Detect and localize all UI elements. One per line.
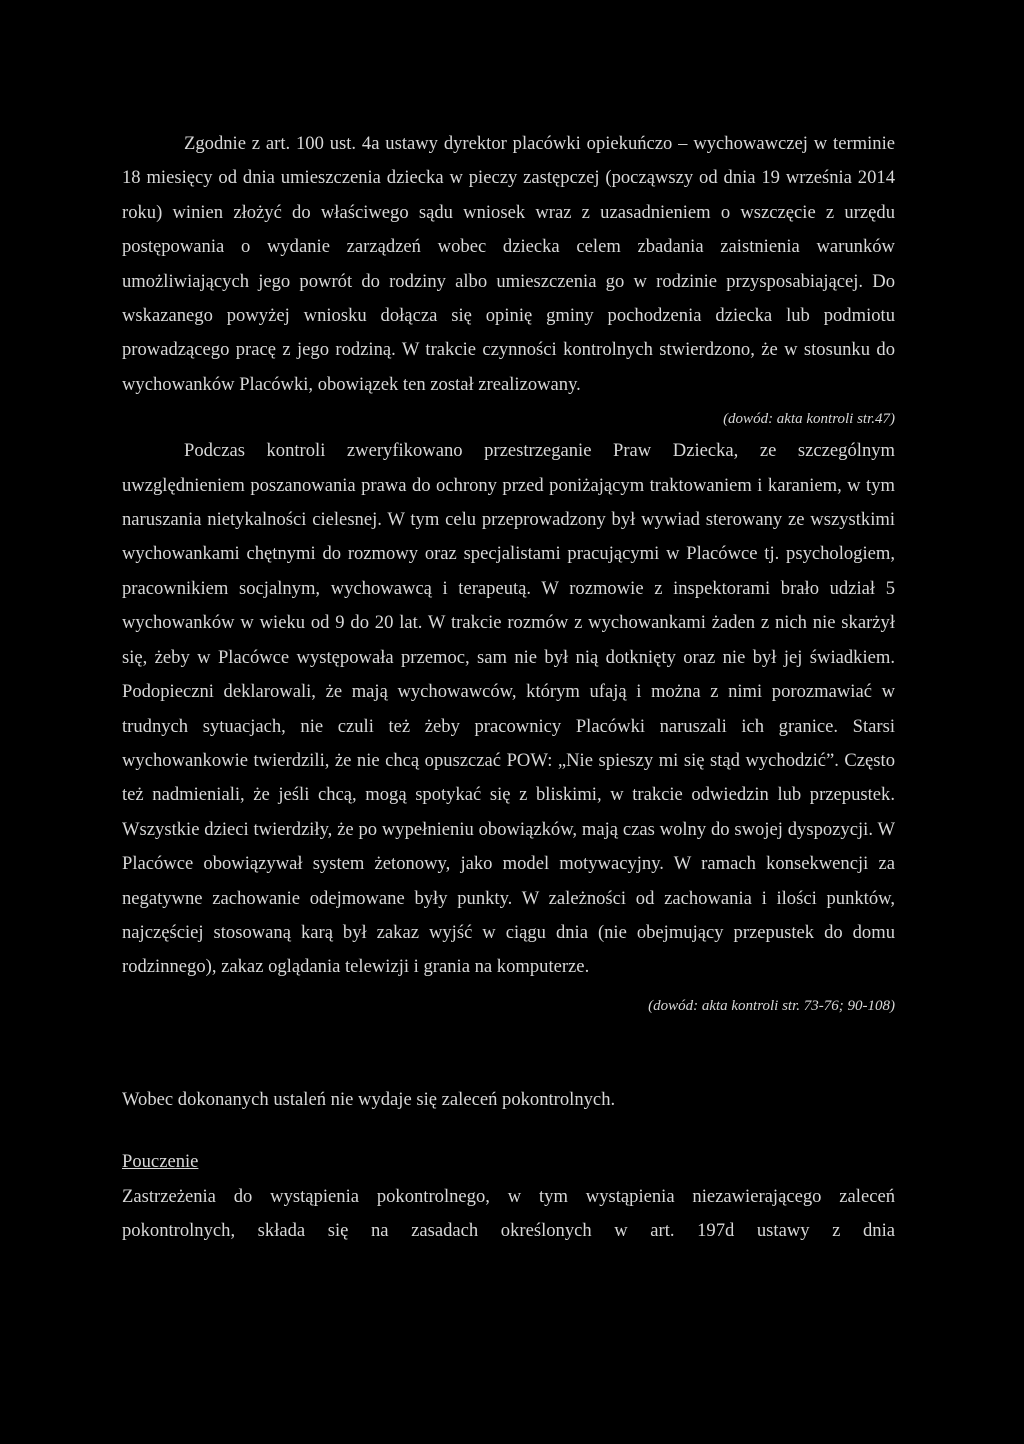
paragraph-child-rights: Podczas kontroli zweryfikowano przestrzeganie Praw Dziecka, ze szczególnym uwzględnieniem poszanowania prawa do ochrony przed poniżającym traktowaniem i karaniem, w tym naruszania nietykalności cielesnej. W tym celu przeprowadzony był wywiad sterowany ze wszystkimi wychowankami chętnymi do rozmowy oraz specjalistami pracującymi w Placówce tj. psychologiem, pracownikiem socjalnym, wychowawcą i terapeutą. W rozmowie z inspektorami brało udział 5 wychowanków w wieku od 9 do 20 lat. W trakcie rozmów z wychowankami żaden z nich nie skarżył się, żeby w Placówce występowała przemoc, sam nie był nią dotknięty oraz nie był jej świadkiem. Podopieczni deklarowali, że mają wychowawców, którym ufają i można z nimi porozmawiać w trudnych sytuacjach, nie czuli też żeby pracownicy Placówki naruszali ich granice. Starsi wychowankowie twierdzili, że nie chcą opuszczać POW: „Nie spieszy mi się stąd wychodzić”. Często też nadmieniali, że jeśli chcą, mogą spotykać się z bliskimi, w trakcie odwiedzin lub przepustek. Wszystkie dzieci twierdziły, że po wypełnieniu obowiązków, mają czas wolny do swojej dyspozycji. W Placówce obowiązywał system żetonowy, jako model motywacyjny. W ramach konsekwencji za negatywne zachowanie odejmowane były punkty. W zależności od zachowania i ilości punktów, najczęściej stosowaną karą był zakaz wyjść w ciągu dnia (nie obejmujący przepustek do domu rodzinnego), zakaz oglądania telewizji i grania na komputerze. — [122, 440, 895, 978]
conclusion-text: Wobec dokonanych ustaleń nie wydaje się zaleceń pokontrolnych. — [122, 1088, 616, 1110]
paragraph-placement-obligation: Zgodnie z art. 100 ust. 4a ustawy dyrektor placówki opiekuńczo – wychowawczej w terminie 18 miesięcy od dnia umieszczenia dziecka w pieczy zastępczej (począwszy od dnia 19 września 2014 roku) winien złożyć do właściwego sądu wniosek wraz z uzasadnieniem o wszczęcie z urzędu postępowania o wydanie zarządzeń wobec dziecka celem zbadania zaistnienia warunków umożliwiających jego powrót do rodziny albo umieszczenia go w rodzinie przysposabiającej. Do wskazanego powyżej wniosku dołącza się opinię gminy pochodzenia dziecka lub podmiotu prowadzącego pracę z jego rodziną. W trakcie czynności kontrolnych stwierdzono, że w stosunku do wychowanków Placówki, obowiązek ten został zrealizowany. — [122, 133, 895, 395]
evidence-reference: (dowód: akta kontroli str.47) — [723, 411, 895, 428]
evidence-reference: (dowód: akta kontroli str. 73-76; 90-108) — [648, 997, 895, 1014]
document-body — [122, 127, 895, 1248]
paragraph-objections: Zastrzeżenia do wystąpienia pokontrolnego, w tym wystąpienia niezawierającego zaleceń pokontrolnych, składa się na zasadach określonych w art. 197d ustawy z dnia — [122, 1185, 895, 1241]
section-heading-pouczenie: Pouczenie — [122, 1151, 199, 1173]
